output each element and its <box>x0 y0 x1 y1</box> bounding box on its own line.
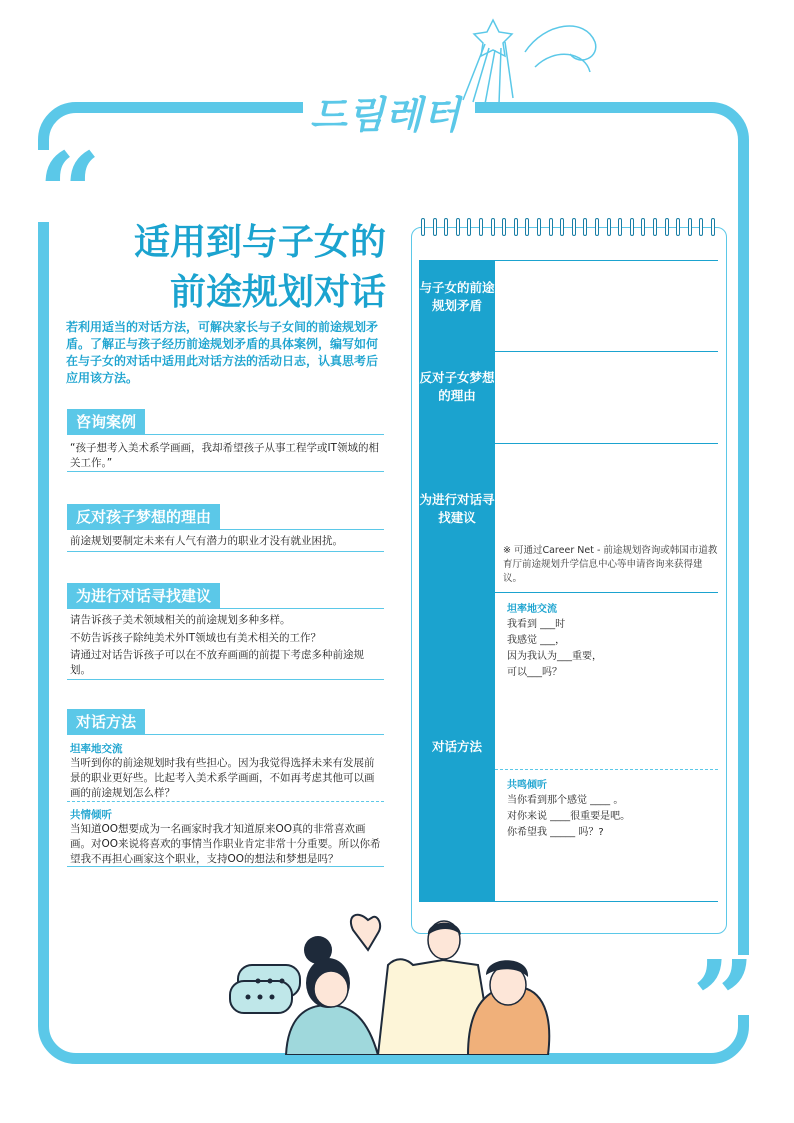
reason-bottom-line <box>67 551 384 552</box>
notebook-ring <box>444 218 448 236</box>
notebook-ring <box>560 218 564 236</box>
nb-empathy-line-3: 你希望我 _____ 吗？? <box>507 827 604 838</box>
notebook-line-bottom <box>419 901 718 902</box>
nb-empathy-line-2: 对你来说 ____很重要是吧。 <box>507 811 631 822</box>
case-top-line <box>67 434 384 435</box>
advice-line-1: 请告诉孩子美术领域相关的前途规划多种多样。 <box>70 614 291 626</box>
notebook-ring <box>618 218 622 236</box>
notebook-ring <box>502 218 506 236</box>
nb-frank-line-4: 可以___吗？ <box>507 667 562 678</box>
notebook-ring <box>467 218 471 236</box>
page-title <box>60 218 386 318</box>
frank-body: 当听到你的前途规划时我有些担心。因为我觉得选择未来有发展前景的职业更好些。比起考入美术系学画画，不如再考虑其他可以画画的前途规划怎么样？ <box>70 757 375 799</box>
notebook-ring <box>456 218 460 236</box>
notebook-ring <box>653 218 657 236</box>
notebook-ring <box>514 218 518 236</box>
people-talking-illustration <box>228 905 558 1055</box>
notebook-label-column <box>419 260 495 902</box>
intro-text: 若利用适当的对话方法，可解决家长与子女间的前途规划矛盾。了解正与孩子经历前途规划矛盾的具体案例，编写如何在与子女的对话中适用此对话方法的活动日志，认真思考后应用该方法。 <box>66 320 379 385</box>
logo: 드림레터 <box>310 93 461 137</box>
nb-frank-title: 坦率地交流 <box>507 604 557 615</box>
title-line-1: 适用到与子女的 <box>133 222 386 263</box>
notebook-ring <box>630 218 634 236</box>
notebook-ring <box>421 218 425 236</box>
frank-subheading: 坦率地交流 <box>70 743 123 755</box>
reason-top-line <box>67 529 384 530</box>
advice-heading: 为进行对话寻找建议 <box>67 583 220 609</box>
close-quote-icon: ” <box>692 936 756 1065</box>
advice-note: ※ 可通过Career Net - 前途规划咨询或韩国市道教育厅前途规划升学信息中心等申请咨询来获得建议。 <box>503 545 718 584</box>
notebook-ring <box>572 218 576 236</box>
notebook-method-divider <box>495 769 718 770</box>
notebook-ring <box>525 218 529 236</box>
notebook-ring <box>433 218 437 236</box>
nb-frank-line-2: 我感觉 ___， <box>507 635 566 646</box>
notebook-ring <box>537 218 541 236</box>
notebook-ring <box>583 218 587 236</box>
notebook-label-advice: 为进行对话寻找建议 <box>419 492 495 525</box>
notebook-line-3 <box>419 592 718 593</box>
notebook-rings <box>421 218 721 240</box>
advice-line-2: 不妨告诉孩子除纯美术外IT领域也有美术相关的工作？ <box>70 632 322 644</box>
reason-heading: 反对孩子梦想的理由 <box>67 504 220 530</box>
notebook-label-method: 对话方法 <box>431 739 482 754</box>
case-heading: 咨询案例 <box>67 409 145 435</box>
notebook-line-top <box>419 260 718 261</box>
method-divider <box>67 801 384 802</box>
notebook-ring <box>665 218 669 236</box>
method-top-line <box>67 734 384 735</box>
notebook-ring <box>549 218 553 236</box>
open-quote-icon: “ <box>38 128 102 257</box>
notebook-ring <box>688 218 692 236</box>
nb-frank-line-1: 我看到 ___时 <box>507 619 566 630</box>
reason-body: 前途规划要制定未来有人气有潜力的职业才没有就业困扰。 <box>70 535 343 547</box>
nb-empathy-line-1: 当你看到那个感觉 ____ 。 <box>507 795 624 806</box>
title-line-2: 前途规划对话 <box>169 272 386 313</box>
notebook-line-1 <box>419 351 718 352</box>
notebook-ring <box>595 218 599 236</box>
notebook-ring <box>479 218 483 236</box>
case-bottom-line <box>67 471 384 472</box>
empathy-subheading: 共情倾听 <box>70 809 112 821</box>
notebook-ring <box>607 218 611 236</box>
advice-bottom-line <box>67 679 384 680</box>
shooting-stars-icon <box>455 12 605 107</box>
notebook-label-reason: 反对子女梦想的理由 <box>419 370 495 403</box>
notebook-ring <box>491 218 495 236</box>
empathy-body: 当知道OO想要成为一名画家时我才知道原来OO真的非常喜欢画画。对OO来说将喜欢的事情当作职业肯定非常十分重要。所以你希望我不再担心画家这个职业，支持OO的想法和梦想是吗？ <box>70 823 381 865</box>
method-bottom-line <box>67 866 384 867</box>
notebook-ring <box>676 218 680 236</box>
advice-line-3: 请通过对话告诉孩子可以在不放弃画画的前提下考虑多种前途规划。 <box>70 649 364 676</box>
nb-empathy-title: 共鸣倾听 <box>507 780 547 791</box>
notebook-ring <box>641 218 645 236</box>
nb-frank-line-3: 因为我认为___重要， <box>507 651 602 662</box>
notebook-label-conflict: 与子女的前途规划矛盾 <box>419 280 495 313</box>
notebook-ring <box>699 218 703 236</box>
method-heading: 对话方法 <box>67 709 145 735</box>
advice-top-line <box>67 608 384 609</box>
notebook-ring <box>711 218 715 236</box>
notebook-line-2 <box>419 443 718 444</box>
speech-bubble-icon <box>230 965 300 1013</box>
case-body: “孩子想考入美术系学画画，我却希望孩子从事工程学或IT领域的相关工作。” <box>70 442 379 469</box>
